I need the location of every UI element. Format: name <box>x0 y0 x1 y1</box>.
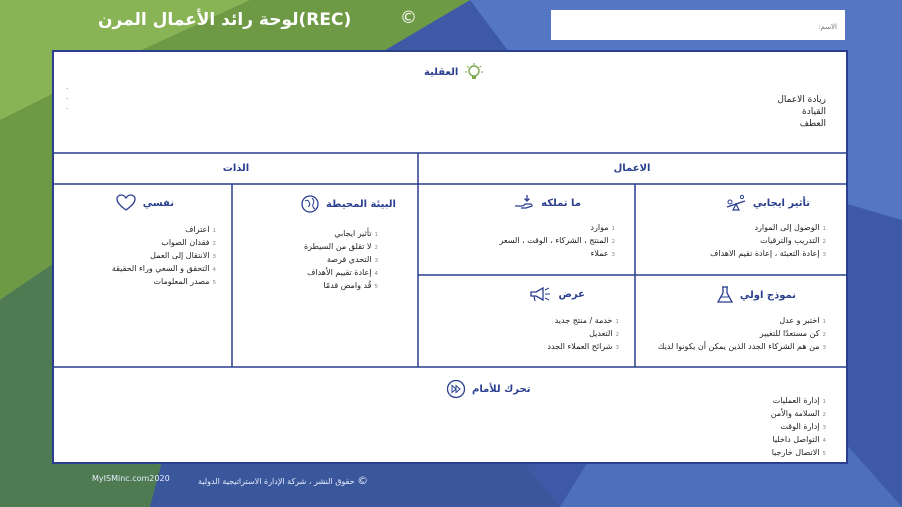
list-item: 3الانتقال إلى العمل <box>150 251 216 260</box>
forward-section <box>54 367 846 462</box>
footer-rights <box>198 474 368 487</box>
list-item: 5مصدر المعلومات <box>153 277 216 286</box>
list-item: 3عملاء <box>590 249 615 258</box>
page-title: لوحة رائد الأعمال المرن(REC) <box>98 10 352 30</box>
list-item: 4التحقق و السعي وراء الحقيقة <box>111 264 216 273</box>
list-item: 1اعتراف <box>185 225 216 234</box>
list-item: 4إعادة تقييم الأهداف <box>307 268 378 277</box>
list-item: 1إدارة العمليات <box>772 396 826 405</box>
have-section <box>418 184 635 275</box>
globe-icon <box>300 194 320 214</box>
list-item: 5قُد وامض قدمًا <box>323 281 378 290</box>
list-item: 1خدمة / منتج جديد <box>554 316 619 325</box>
forward-list <box>771 395 826 460</box>
list-item: 3شرائح العملاء الجدد <box>547 342 619 351</box>
offer-title: عرض <box>558 288 585 300</box>
offer-section <box>418 275 635 367</box>
self-header <box>54 153 418 184</box>
environment-section <box>232 184 418 367</box>
copyright-icon: © <box>357 474 369 487</box>
environment-list <box>304 228 378 293</box>
list-item: العطف <box>799 119 826 129</box>
have-title: ما تملكه <box>541 197 581 209</box>
name-field[interactable] <box>551 10 845 40</box>
self-header-label: الذات <box>222 163 250 174</box>
list-item: 4التواصل داخليا <box>772 435 826 444</box>
list-item: 2السلامة والأمن <box>770 409 826 418</box>
bullet: . <box>66 82 69 91</box>
heart-icon <box>115 194 137 212</box>
list-item: 2لا تقلق من السيطرة <box>303 242 378 251</box>
mindset-list <box>777 94 826 130</box>
impact-section <box>635 184 846 275</box>
impact-list <box>710 222 826 261</box>
footer-site: MyISMinc.com2020 <box>92 474 170 483</box>
list-item: 2فقدان الصواب <box>161 238 216 247</box>
prototype-title: نموذج اولي <box>739 289 796 301</box>
mindset-title: العقلية <box>424 66 459 78</box>
flask-icon <box>716 285 734 305</box>
fast-forward-icon <box>446 379 466 399</box>
forward-title: تحرك للأمام <box>472 383 531 395</box>
business-header-label: الاعمال <box>613 163 651 174</box>
have-list <box>499 222 615 261</box>
megaphone-icon <box>528 285 552 303</box>
mindset-bullets <box>66 82 69 112</box>
bullet: . <box>66 92 69 101</box>
seesaw-icon <box>725 194 747 212</box>
list-item: ريادة الاعمال <box>777 95 826 105</box>
list-item: 1تأثير ايجابي <box>334 229 378 238</box>
self-psych-title: نفسي <box>142 197 174 209</box>
list-item: 1الوصول إلى الموارد <box>754 223 826 232</box>
list-item: 1موارد <box>590 223 615 232</box>
impact-title: تأثير ايجابي <box>752 197 810 209</box>
list-item: 3التحدي فرصة <box>326 255 378 264</box>
list-item: 3من هم الشركاء الجدد الذين يمكن أن يكونوا لديك <box>657 342 826 351</box>
list-item: 5الاتصال خارجيا <box>771 448 826 457</box>
business-header <box>418 153 846 184</box>
canvas-board <box>52 50 848 464</box>
prototype-list <box>658 315 826 354</box>
footer-rights-text: حقوق النشر ، شركة الإدارة الاستراتيجية الدولية <box>198 477 355 486</box>
bullet: . <box>66 102 69 111</box>
list-item: 2كن مستعدًا للتغيير <box>759 329 826 338</box>
list-item: 3إدارة الوقت <box>780 422 826 431</box>
list-item: 2التعديل <box>589 329 619 338</box>
mindset-section <box>54 52 846 153</box>
name-input[interactable] <box>551 10 845 40</box>
list-item: 1اختبر و عدل <box>779 316 826 325</box>
list-item: 3إعادة التعبئة ، إعادة تقيم الاهداف <box>710 249 826 258</box>
self-psych-section <box>54 184 232 367</box>
lightbulb-icon <box>464 62 484 82</box>
environment-title: البيئة المحيطة <box>326 198 396 210</box>
self-psych-list <box>112 224 216 289</box>
list-item: 2التدريب والترقيات <box>760 236 826 245</box>
prototype-section <box>635 275 846 367</box>
list-item: 2المنتج ، الشركاء ، الوقت ، السعر <box>499 236 615 245</box>
hand-give-icon <box>513 194 535 212</box>
offer-list <box>547 315 619 354</box>
copyright-icon: © <box>400 8 417 28</box>
list-item: القيادة <box>802 107 826 117</box>
